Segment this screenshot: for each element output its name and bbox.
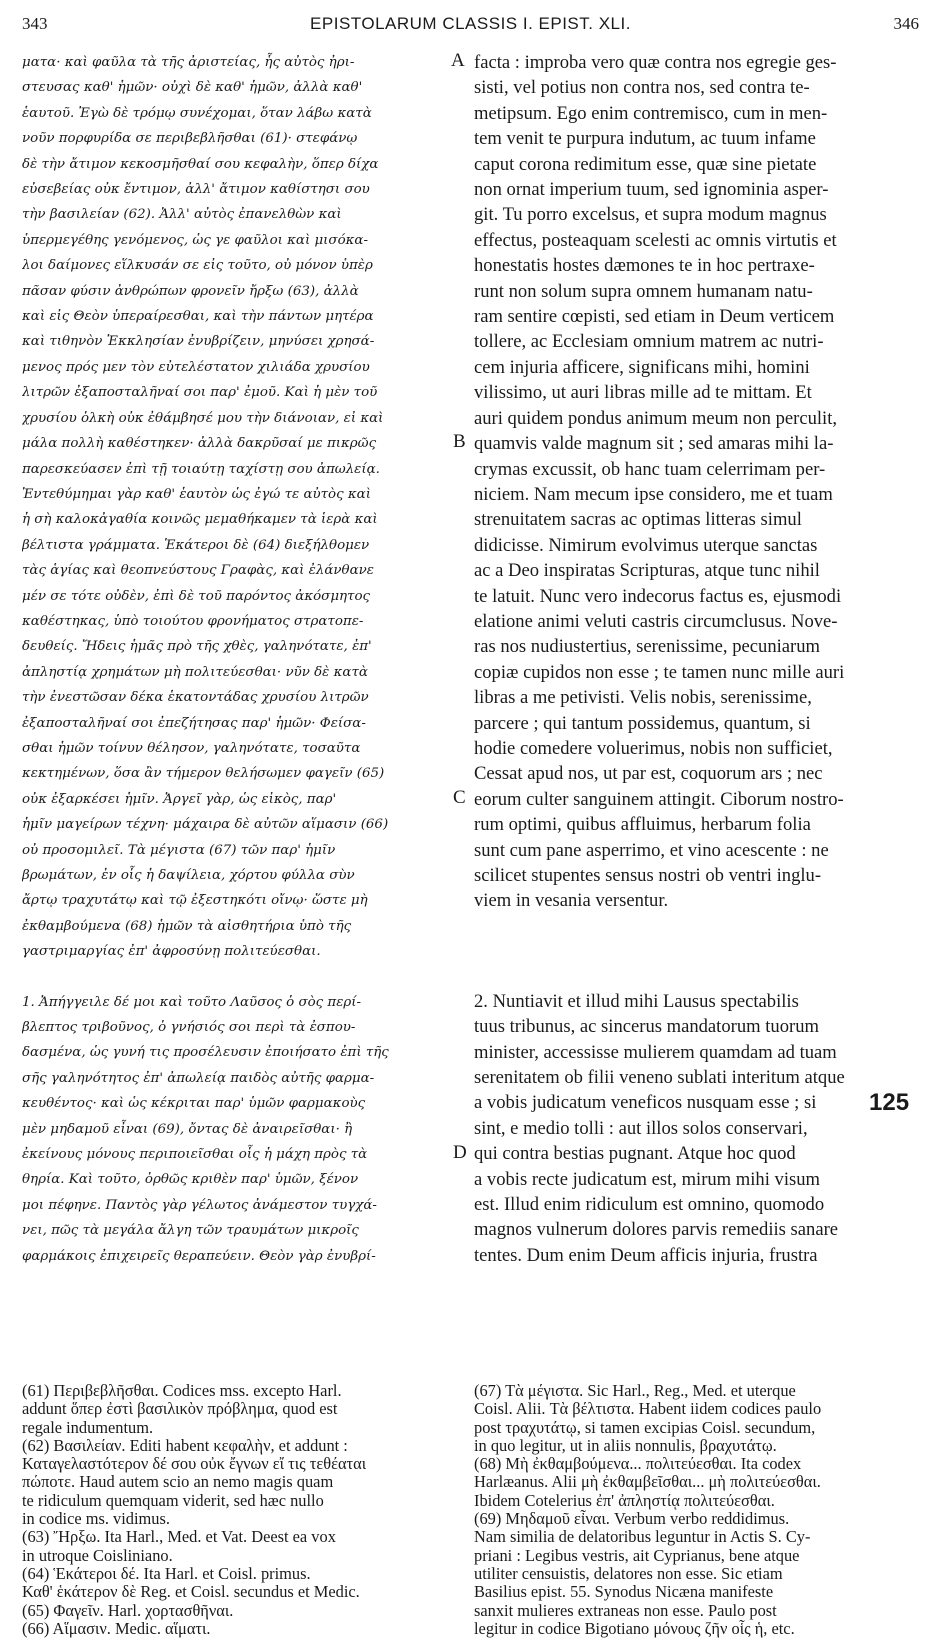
latin-text-line: te latuit. Nunc vero indecorus factus es, ejusmodi: [474, 585, 842, 607]
latin-text-line: effectus, posteaquam scelesti ac omnis virtutis et: [474, 229, 837, 251]
greek-text-line: κεκτημένων, ὅσα ἂν τήμερον θελήσωμεν φαγεῖν (65): [22, 766, 385, 782]
footnote-line: Καθ' ἑκάτερον δὲ Reg. et Coisl. secundus et Medic.: [22, 1583, 360, 1602]
greek-text-line: ἄρτῳ τραχυτάτῳ καὶ τῷ ἐξεστηκότι οἴνῳ· ὥστε μὴ: [22, 893, 368, 909]
greek-text-column: [22, 50, 458, 1269]
latin-text-line: a vobis judicatum veneficos nusquam esse ; si: [474, 1092, 817, 1114]
footnote-line: in utroque Coisliniano.: [22, 1546, 173, 1565]
page-number-right: 346: [893, 14, 919, 33]
greek-text-line: βλεπτος τριβοῦνος, ὁ γνήσιός σοι περὶ τὰ ἐσπου-: [22, 1020, 356, 1036]
latin-text-line: facta : improba vero quæ contra nos egregie ges-: [474, 52, 837, 73]
latin-text-line: ras nos nudiustertius, serenissime, pecuniarum: [474, 636, 820, 658]
margin-letter-d: D: [453, 1142, 467, 1163]
footnote-line: Nam similia de delatoribus leguntur in Actis S. Cy-: [474, 1528, 811, 1547]
greek-text-line: Ἐντεθύμημαι γὰρ καθ' ἑαυτὸν ὡς ἐγώ τε αὐτὸς καὶ: [22, 486, 371, 502]
greek-text-line: γαστριμαργίας ἐπ' ἀφροσύνῃ πολιτεύεσθαι.: [22, 944, 321, 960]
latin-text-line: rum optimi, quibus affluimus, herbarum folia: [474, 814, 811, 836]
greek-text-line: μάλα πολλὴ καθέστηκεν· ἀλλὰ δακρῦσαί με πικρῶς: [22, 436, 377, 452]
footnote-line: Harlæanus. Alii μὴ ἐκθαμβεῖσθαι... μὴ πολιτεύεσθαι.: [474, 1473, 821, 1492]
latin-text-line: qui contra bestias pugnant. Atque hoc quod: [474, 1143, 796, 1165]
latin-text-line: tollere, ac Ecclesiam omnium matrem ac nutri-: [474, 331, 824, 353]
footnote-line: (67) Τὰ μέγιστα. Sic Harl., Reg., Med. et uterque: [474, 1382, 796, 1400]
latin-text-line: tentes. Dum enim Deum afficis injuria, frustra: [474, 1244, 818, 1266]
greek-text-line: πᾶσαν φύσιν ἀνθρώπων φρονεῖν ἤρξω (63), ἀλλὰ: [22, 283, 359, 299]
latin-text-line: elatione animi veluti castris circumclusus. Nove-: [474, 610, 838, 632]
greek-text-line: λοι δαίμονες εἵλκυσάν σε εἰς τοῦτο, οὐ μόνον ὑπὲρ: [22, 258, 373, 274]
footnotes-right: [474, 1382, 924, 1638]
latin-text-line: [474, 914, 924, 939]
greek-text-line: παρεσκεύασεν ἐπὶ τῇ τοιαύτῃ ταχίστῃ σου ἀπωλείᾳ.: [22, 461, 380, 477]
greek-text-line: ἡ σὴ καλοκἀγαθία κοινῶς μεμαθήκαμεν τὰ ἱερὰ καὶ: [22, 512, 378, 528]
greek-text-line: οὐ προσομιλεῖ. Τὰ μέγιστα (67) τῶν παρ' ἡμῖν: [22, 842, 336, 858]
latin-text-line: vilissimo, ut auri libras mille ad te mittam. Et: [474, 382, 812, 404]
footnote-line: Coisl. Alii. Τὰ βέλτιστα. Habent iidem codices paulo: [474, 1400, 822, 1419]
latin-text-line: serenitatem ob filii veneno sublati interitum atque: [474, 1067, 845, 1089]
latin-text-line: crymas excussit, ob hanc tuam celerrimam per-: [474, 458, 826, 480]
latin-text-line: libras a me petivisti. Velis nobis, serenissime,: [474, 687, 812, 709]
latin-text-line: strenuitatem sacras ac optimas litteras simul: [474, 509, 802, 531]
latin-text-line: viem in vesania versentur.: [474, 890, 669, 912]
margin-letter-c: C: [453, 787, 466, 808]
latin-text-line: sisti, vel potius non contra nos, sed contra te-: [474, 77, 810, 99]
margin-letter-b: B: [453, 431, 466, 452]
latin-text-line: quamvis valde magnum sit ; sed amaras mihi la-: [474, 433, 834, 455]
greek-text-line: ματα· καὶ φαῦλα τὰ τῆς ἀριστείας, ἧς αὐτὸς ἠρι-: [22, 55, 355, 70]
latin-text-line: copiæ cupidos non esse ; te tamen nunc mille auri: [474, 661, 845, 683]
greek-text-line: τὰς ἁγίας καὶ θεοπνεύστους Γραφὰς, καὶ ἐλάνθανε: [22, 563, 374, 579]
latin-text-line: caput corona redimitum esse, quæ sine pietate: [474, 153, 817, 175]
greek-text-line: καθέστηκας, ὑπὸ τοιούτου φρονήματος στρατοπε-: [22, 613, 364, 629]
latin-text-line: git. Tu porro excelsus, et supra modum magnus: [474, 204, 827, 226]
running-header: [22, 14, 919, 38]
latin-text-line: a vobis recte judicatum est, mirum mihi visum: [474, 1168, 820, 1190]
running-title: EPISTOLARUM CLASSIS I. EPIST. XLI.: [310, 14, 631, 33]
greek-text-line: ὑπερμεγέθης γενόμενος, ὡς γε φαῦλοι καὶ μισόκα-: [22, 232, 368, 248]
footnote-line: in quo legitur, ut in aliis nonnulis, βραχυτάτῳ.: [474, 1436, 777, 1455]
latin-text-line: didicisse. Nimirum evolvimus uterque sanctas: [474, 534, 818, 556]
greek-text-line: φαρμάκοις ἐπιχειρεῖς θεραπεύειν. Θεὸν γὰρ ἐνυβρί-: [22, 1248, 376, 1264]
greek-text-line: στευσας καθ' ἡμῶν· οὐχὶ δὲ καθ' ἡμῶν, ἀλλὰ καθ': [22, 80, 363, 96]
page-number-left: 343: [22, 14, 48, 33]
greek-text-line: κευθέντος· καὶ ὡς κέκριται παρ' ὑμῶν φαρμακοὺς: [22, 1096, 366, 1112]
footnote-line: in codice ms. vidimus.: [22, 1510, 170, 1529]
greek-text-line: ἀπληστίᾳ χρημάτων μὴ πολιτεύεσθαι· νῦν δὲ κατὰ: [22, 664, 368, 680]
greek-text-line: ἐκθαμβούμενα (68) ἡμῶν τὰ αἰσθητήρια ὑπὸ τῆς: [22, 918, 352, 934]
latin-text-line: ac a Deo inspiratas Scripturas, atque tunc nihil: [474, 560, 820, 582]
greek-text-line: σῆς γαληνότητος ἐπ' ἀπωλείᾳ παιδὸς αὐτῆς φαρμα-: [22, 1070, 375, 1086]
footnote-line: (63) Ἤρξω. Ita Harl., Med. et Vat. Deest ea vox: [22, 1528, 336, 1547]
footnote-line: Ibidem Cotelerius ἐπ' ἀπληστίᾳ πολιτεύεσθαι.: [474, 1491, 775, 1510]
footnote-line: sanxit mulieres extraneas non esse. Paulo post: [474, 1601, 777, 1620]
greek-text-line: τὴν ἐνεστῶσαν δέκα ἑκατοντάδας χρυσίου λιτρῶν: [22, 690, 369, 706]
greek-text-line: νοῦν πορφυρίδα σε περιβεβλῆσθαι (61)· στεφάνῳ: [22, 131, 358, 147]
greek-text-line: μέν σε τότε οὐδὲν, ἐπὶ δὲ τοῦ παρόντος ἀκόσμητος: [22, 588, 371, 604]
latin-text-line: parcere ; qui tantum possidemus, quantum, si: [474, 712, 811, 734]
footnote-line: legitur in codice Bigotiano μόνους ζῆν οἷς ἡ, etc.: [474, 1619, 795, 1638]
greek-text-line: ἡμῖν μαγείρων τέχνη· μάχαιρα δὲ αὐτῶν αἵμασιν (66): [22, 817, 389, 833]
footnote-line: priani : Legibus vestris, ait Cyprianus, bene atque: [474, 1546, 800, 1565]
greek-text-line: λιτρῶν ἐξαποσταλῆναί σοι παρ' ἐμοῦ. Καὶ ἡ μὲν τοῦ: [22, 385, 378, 401]
latin-text-line: eorum culter sanguinem attingit. Ciborum nostro-: [474, 788, 844, 810]
footnote-line: (62) Βασιλείαν. Editi habent κεφαλὴν, et addunt :: [22, 1436, 348, 1455]
greek-text-line: 1. Ἀπήγγειλε δέ μοι καὶ τοῦτο Λαῦσος ὁ σὸς περί-: [22, 994, 362, 1010]
footnote-line: πώποτε. Haud autem scio an nemo magis quam: [22, 1473, 334, 1492]
greek-text-line: [22, 965, 458, 990]
greek-text-line: δὲ τὴν ἄτιμον κεκοσμῆσθαί σου κεφαλὴν, ὅπερ δίχα: [22, 156, 379, 172]
latin-text-line: metipsum. Ego enim contremisco, cum in men-: [474, 102, 828, 124]
greek-text-line: βέλτιστα γράμματα. Ἑκάτεροι δὲ (64) διεξήλθομεν: [22, 537, 370, 553]
latin-text-line: scilicet stupentes sensus nostri ob ventri inglu-: [474, 865, 822, 886]
greek-text-line: σθαι ἡμῶν τοίνυν θέλησον, γαληνότατε, τοσαῦτα: [22, 740, 361, 756]
margin-letter-a: A: [451, 50, 465, 71]
latin-text-line: tuus tribunus, ac sincerus mandatorum tuorum: [474, 1016, 819, 1038]
latin-text-line: auri quidem pondus animum meum non perculit,: [474, 407, 838, 429]
latin-text-line: [474, 939, 924, 964]
latin-text-line: runt non solum supra omnem humanam natu-: [474, 280, 813, 302]
latin-text-line: tem venit te purpura indutum, ac tuum infame: [474, 128, 816, 150]
greek-text-line: καὶ τιθηνὸν Ἐκκλησίαν ἐνυβρίζειν, μηνύσει χρησά-: [22, 334, 375, 350]
greek-text-line: δασμένα, ὡς γυνή τις προσέλευσιν ἐποιήσατο ἐπὶ τῆς: [22, 1045, 389, 1061]
footnote-line: post τραχυτάτῳ, si tamen excipias Coisl. secundum,: [474, 1418, 816, 1437]
greek-text-line: μενος πρός μεν τὸν εὐτελέστατον χιλιάδα χρυσίου: [22, 359, 370, 375]
footnote-line: utiliter censuistis, delatores non esse. Sic etiam: [474, 1564, 783, 1583]
latin-text-line: sint, e medio tolli : aut illos solos conservari,: [474, 1117, 808, 1139]
greek-text-line: μὲν μηδαμοῦ εἶναι (69), ὄντας δὲ ἀναιρεῖσθαι· ἢ: [22, 1121, 353, 1137]
greek-text-line: χρυσίου ὁλκὴ οὐκ ἐθάμβησέ μου τὴν διάνοιαν, εἰ καὶ: [22, 410, 384, 426]
latin-text-line: hodie comedere voluerimus, nobis non sufficiet,: [474, 737, 833, 759]
greek-text-line: ἑαυτοῦ. Ἐγὼ δὲ τρόμῳ συνέχομαι, ὅταν λάβω κατὰ: [22, 105, 372, 121]
latin-text-line: ram sentire cœpisti, sed etiam in Deum verticem: [474, 306, 835, 328]
latin-text-line: [474, 964, 924, 989]
footnote-line: Basilius epist. 55. Synodus Nicæna manifeste: [474, 1583, 774, 1602]
greek-text-line: δευθείς. Ἤδεις ἡμᾶς πρὸ τῆς χθὲς, γαληνότατε, ἐπ': [22, 639, 372, 655]
greek-text-line: ἐξαποσταλῆναί σοι ἐπεζήτησας παρ' ἡμῶν· Φείσα-: [22, 715, 366, 731]
greek-text-line: βρωμάτων, ἐν οἷς ἡ δαψίλεια, χόρτου φύλλα σὺν: [22, 868, 355, 883]
footnote-line: addunt ὅπερ ἐστὶ βασιλικὸν πρόβλημα, quod est: [22, 1400, 338, 1419]
greek-text-line: νει, πῶς τὰ μεγάλα ἄλγη τῶν τραυμάτων μικροῖς: [22, 1223, 359, 1239]
latin-text-column: [474, 50, 924, 1268]
greek-text-line: μοι πέφηνε. Παντὸς γὰρ γέλωτος ἀνάμεστον τυγχά-: [22, 1197, 377, 1213]
footnote-line: te ridiculum quemquam viderit, sed hæc nullo: [22, 1491, 324, 1510]
footnotes-left: [22, 1382, 462, 1638]
latin-text-line: cem injuria afficere, significans mihi, homini: [474, 356, 810, 378]
latin-text-line: magnos vulnerum dolores parvis remediis sanare: [474, 1219, 839, 1241]
footnote-line: (69) Μηδαμοῦ εἶναι. Verbum verbo reddidimus.: [474, 1510, 790, 1529]
latin-text-line: 2. Nuntiavit et illud mihi Lausus spectabilis: [474, 990, 799, 1012]
latin-text-line: sunt cum pane asperrimo, et vino acescente : ne: [474, 839, 829, 861]
footnote-line: (64) Ἑκάτεροι δέ. Ita Harl. et Coisl. primus.: [22, 1564, 311, 1583]
latin-text-line: non ornat imperium tuum, sed ignominia asper-: [474, 179, 829, 201]
greek-text-line: καὶ εἰς Θεὸν ὑπεραίρεσθαι, καὶ τὴν πάντων μητέρα: [22, 309, 374, 325]
latin-text-line: Cessat apud nos, ut par est, coquorum ars ; nec: [474, 763, 823, 785]
footnote-line: regale indumentum.: [22, 1418, 154, 1437]
column-number: 125: [869, 1089, 910, 1116]
greek-text-line: οὐκ ἐξαρκέσει ἡμῖν. Ἀργεῖ γὰρ, ὡς εἰκὸς, παρ': [22, 791, 337, 807]
footnote-line: (61) Περιβεβλῆσθαι. Codices mss. excepto Harl.: [22, 1382, 342, 1400]
greek-text-line: εὐσεβείας οὐκ ἔντιμον, ἀλλ' ἄτιμον καθίστησι σου: [22, 182, 370, 198]
latin-text-line: minister, accessisse mulierem quamdam ad tuam: [474, 1041, 837, 1063]
greek-text-line: ἐκείνους μόνους περιποιεῖσθαι οἷς ἡ μάχη πρὸς τὰ: [22, 1147, 368, 1163]
footnote-line: (65) Φαγεῖν. Harl. χορτασθῆναι.: [22, 1601, 234, 1620]
latin-text-line: honestatis hostes dæmones te in hoc pertraxe-: [474, 255, 815, 277]
footnote-line: (66) Αἵμασιν. Medic. αἵματι.: [22, 1619, 211, 1638]
greek-text-line: θηρία. Καὶ τοῦτο, ὀρθῶς κριθὲν παρ' ὑμῶν, ξένον: [22, 1172, 359, 1188]
latin-text-line: niciem. Nam mecum ipse considero, me et tuam: [474, 483, 833, 505]
footnote-line: Καταγελαστότερον δέ σου οὐκ ἔγνων εἴ τις τεθέαται: [22, 1455, 367, 1474]
latin-text-line: est. Illud enim ridiculum est omnino, quomodo: [474, 1194, 825, 1216]
greek-text-line: τὴν βασιλείαν (62). Ἀλλ' αὐτὸς ἐπανελθὼν καὶ: [22, 207, 342, 223]
footnote-line: (68) Μὴ ἐκθαμβούμενα... πολιτεύεσθαι. Ita codex: [474, 1455, 802, 1474]
